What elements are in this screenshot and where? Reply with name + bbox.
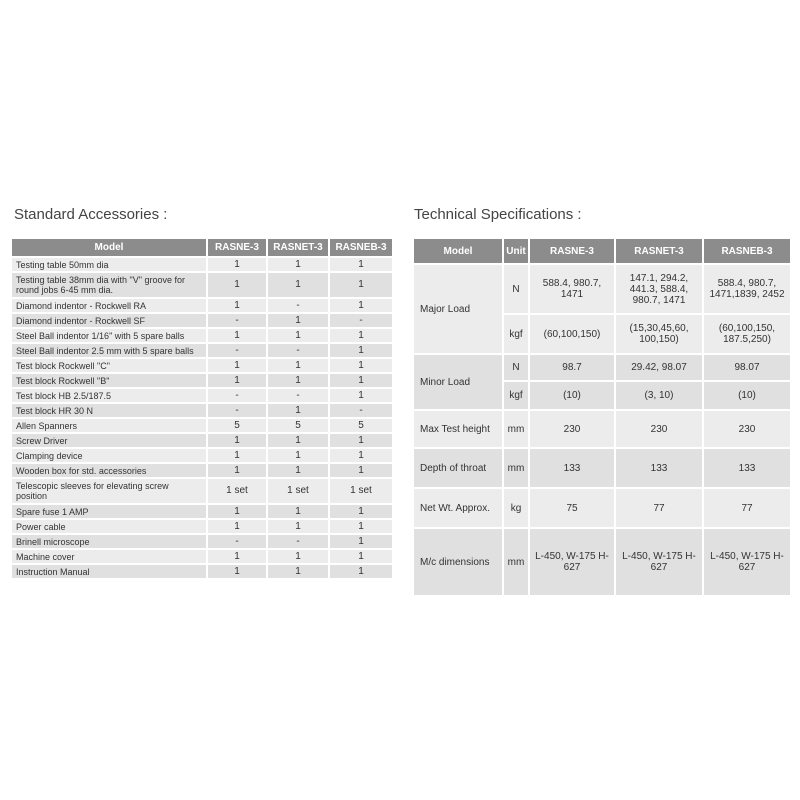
qty-rasnet3: 1: [268, 374, 328, 387]
weight-rasnet3: 77: [616, 489, 702, 527]
qty-rasnet3: 1 set: [268, 479, 328, 503]
dims-rasne3: L-450, W-175 H-627: [530, 529, 614, 595]
qty-rasne3: 1: [208, 565, 266, 578]
item-name: Wooden box for std. accessories: [12, 464, 206, 477]
unit-n: N: [504, 355, 528, 380]
table-row: [12, 565, 392, 578]
qty-rasnet3: -: [268, 299, 328, 312]
spec-row-dims: [414, 529, 790, 595]
spec-header-rasnet3: RASNET-3: [616, 239, 702, 263]
specs-table: [412, 237, 792, 597]
major-n-rasneb3: 588.4, 980.7, 1471,1839, 2452: [704, 265, 790, 313]
qty-rasneb3: 1: [330, 299, 392, 312]
qty-rasne3: -: [208, 389, 266, 402]
table-row: [12, 374, 392, 387]
qty-rasnet3: 1: [268, 505, 328, 518]
qty-rasneb3: 1: [330, 344, 392, 357]
param-throat: Depth of throat: [414, 449, 502, 487]
qty-rasnet3: 1: [268, 550, 328, 563]
col-header-model: Model: [12, 239, 206, 256]
max-height-rasnet3: 230: [616, 411, 702, 447]
qty-rasneb3: 1: [330, 535, 392, 548]
qty-rasne3: 1: [208, 359, 266, 372]
param-minor-load: Minor Load: [414, 355, 502, 409]
item-name: Machine cover: [12, 550, 206, 563]
qty-rasne3: 5: [208, 419, 266, 432]
qty-rasne3: 1: [208, 449, 266, 462]
table-row: [12, 535, 392, 548]
qty-rasnet3: 1: [268, 464, 328, 477]
item-name: Screw Driver: [12, 434, 206, 447]
qty-rasneb3: 1: [330, 374, 392, 387]
table-row: [12, 419, 392, 432]
table-row: [12, 258, 392, 271]
qty-rasnet3: 1: [268, 273, 328, 297]
unit-kgf: kgf: [504, 382, 528, 409]
param-max-height: Max Test height: [414, 411, 502, 447]
qty-rasnet3: -: [268, 389, 328, 402]
item-name: Spare fuse 1 AMP: [12, 505, 206, 518]
qty-rasne3: 1: [208, 329, 266, 342]
table-row: [12, 389, 392, 402]
throat-rasnet3: 133: [616, 449, 702, 487]
qty-rasne3: -: [208, 344, 266, 357]
qty-rasne3: 1: [208, 464, 266, 477]
qty-rasne3: -: [208, 404, 266, 417]
qty-rasne3: 1: [208, 374, 266, 387]
item-name: Diamond indentor - Rockwell SF: [12, 314, 206, 327]
table-row: [12, 344, 392, 357]
item-name: Brinell microscope: [12, 535, 206, 548]
qty-rasne3: 1: [208, 520, 266, 533]
minor-kgf-rasne3: (10): [530, 382, 614, 409]
table-row: [12, 359, 392, 372]
col-header-rasnet3: RASNET-3: [268, 239, 328, 256]
minor-n-rasnet3: 29.42, 98.07: [616, 355, 702, 380]
item-name: Testing table 50mm dia: [12, 258, 206, 271]
qty-rasne3: 1: [208, 258, 266, 271]
spec-row-minor-load: [414, 355, 790, 380]
qty-rasne3: -: [208, 314, 266, 327]
table-row: [12, 273, 392, 297]
qty-rasnet3: -: [268, 344, 328, 357]
spec-header-unit: Unit: [504, 239, 528, 263]
qty-rasneb3: 1: [330, 449, 392, 462]
major-kgf-rasnet3: (15,30,45,60, 100,150): [616, 315, 702, 353]
qty-rasne3: 1: [208, 505, 266, 518]
spec-header-model: Model: [414, 239, 502, 263]
table-row: [12, 464, 392, 477]
param-weight: Net Wt. Approx.: [414, 489, 502, 527]
table-row: [12, 314, 392, 327]
qty-rasneb3: 1: [330, 550, 392, 563]
table-row: [12, 299, 392, 312]
table-row: [12, 449, 392, 462]
item-name: Power cable: [12, 520, 206, 533]
table-row: [12, 479, 392, 503]
unit-kg: kg: [504, 489, 528, 527]
qty-rasneb3: 1: [330, 329, 392, 342]
qty-rasneb3: 1: [330, 359, 392, 372]
qty-rasne3: 1: [208, 550, 266, 563]
qty-rasneb3: 1: [330, 464, 392, 477]
table-row: [12, 505, 392, 518]
table-row: [12, 329, 392, 342]
major-kgf-rasneb3: (60,100,150, 187.5,250): [704, 315, 790, 353]
qty-rasneb3: 1 set: [330, 479, 392, 503]
item-name: Steel Ball indentor 2.5 mm with 5 spare balls: [12, 344, 206, 357]
spec-row-weight: [414, 489, 790, 527]
qty-rasneb3: 1: [330, 258, 392, 271]
minor-kgf-rasneb3: (10): [704, 382, 790, 409]
accessories-table: [10, 237, 394, 580]
spec-header-rasne3: RASNE-3: [530, 239, 614, 263]
throat-rasneb3: 133: [704, 449, 790, 487]
accessories-title: Standard Accessories :: [14, 206, 168, 223]
item-name: Testing table 38mm dia with "V" groove for round jobs 6-45 mm dia.: [12, 273, 206, 297]
item-name: Telescopic sleeves for elevating screw position: [12, 479, 206, 503]
item-name: Test block Rockwell "B": [12, 374, 206, 387]
max-height-rasne3: 230: [530, 411, 614, 447]
qty-rasnet3: 1: [268, 258, 328, 271]
major-kgf-rasne3: (60,100,150): [530, 315, 614, 353]
unit-mm: mm: [504, 529, 528, 595]
item-name: Test block Rockwell "C": [12, 359, 206, 372]
specs-title: Technical Specifications :: [414, 206, 582, 223]
item-name: Test block HR 30 N: [12, 404, 206, 417]
item-name: Steel Ball indentor 1/16" with 5 spare balls: [12, 329, 206, 342]
table-row: [12, 520, 392, 533]
param-dims: M/c dimensions: [414, 529, 502, 595]
weight-rasne3: 75: [530, 489, 614, 527]
qty-rasnet3: 1: [268, 314, 328, 327]
qty-rasneb3: 5: [330, 419, 392, 432]
qty-rasneb3: -: [330, 314, 392, 327]
minor-kgf-rasnet3: (3, 10): [616, 382, 702, 409]
spec-row-throat: [414, 449, 790, 487]
unit-kgf: kgf: [504, 315, 528, 353]
table-row: [12, 434, 392, 447]
qty-rasnet3: 1: [268, 329, 328, 342]
qty-rasne3: 1: [208, 299, 266, 312]
qty-rasneb3: 1: [330, 434, 392, 447]
col-header-rasne3: RASNE-3: [208, 239, 266, 256]
item-name: Test block HB 2.5/187.5: [12, 389, 206, 402]
dims-rasnet3: L-450, W-175 H-627: [616, 529, 702, 595]
dims-rasneb3: L-450, W-175 H-627: [704, 529, 790, 595]
spec-header-rasneb3: RASNEB-3: [704, 239, 790, 263]
throat-rasne3: 133: [530, 449, 614, 487]
qty-rasneb3: 1: [330, 389, 392, 402]
qty-rasne3: 1: [208, 273, 266, 297]
table-row: [12, 550, 392, 563]
item-name: Clamping device: [12, 449, 206, 462]
unit-n: N: [504, 265, 528, 313]
qty-rasneb3: -: [330, 404, 392, 417]
weight-rasneb3: 77: [704, 489, 790, 527]
unit-mm: mm: [504, 411, 528, 447]
item-name: Allen Spanners: [12, 419, 206, 432]
table-row: [12, 404, 392, 417]
qty-rasnet3: 1: [268, 359, 328, 372]
max-height-rasneb3: 230: [704, 411, 790, 447]
unit-mm: mm: [504, 449, 528, 487]
col-header-rasneb3: RASNEB-3: [330, 239, 392, 256]
qty-rasneb3: 1: [330, 565, 392, 578]
major-n-rasne3: 588.4, 980.7, 1471: [530, 265, 614, 313]
major-n-rasnet3: 147.1, 294.2, 441.3, 588.4, 980.7, 1471: [616, 265, 702, 313]
qty-rasnet3: 1: [268, 434, 328, 447]
qty-rasnet3: 1: [268, 565, 328, 578]
qty-rasnet3: 1: [268, 520, 328, 533]
minor-n-rasneb3: 98.07: [704, 355, 790, 380]
qty-rasneb3: 1: [330, 505, 392, 518]
qty-rasneb3: 1: [330, 273, 392, 297]
qty-rasneb3: 1: [330, 520, 392, 533]
minor-n-rasne3: 98.7: [530, 355, 614, 380]
qty-rasnet3: 5: [268, 419, 328, 432]
qty-rasne3: -: [208, 535, 266, 548]
qty-rasne3: 1 set: [208, 479, 266, 503]
item-name: Instruction Manual: [12, 565, 206, 578]
qty-rasnet3: -: [268, 535, 328, 548]
spec-row-max-height: [414, 411, 790, 447]
item-name: Diamond indentor - Rockwell RA: [12, 299, 206, 312]
qty-rasne3: 1: [208, 434, 266, 447]
param-major-load: Major Load: [414, 265, 502, 353]
spec-row-major-load: [414, 265, 790, 313]
qty-rasnet3: 1: [268, 449, 328, 462]
qty-rasnet3: 1: [268, 404, 328, 417]
